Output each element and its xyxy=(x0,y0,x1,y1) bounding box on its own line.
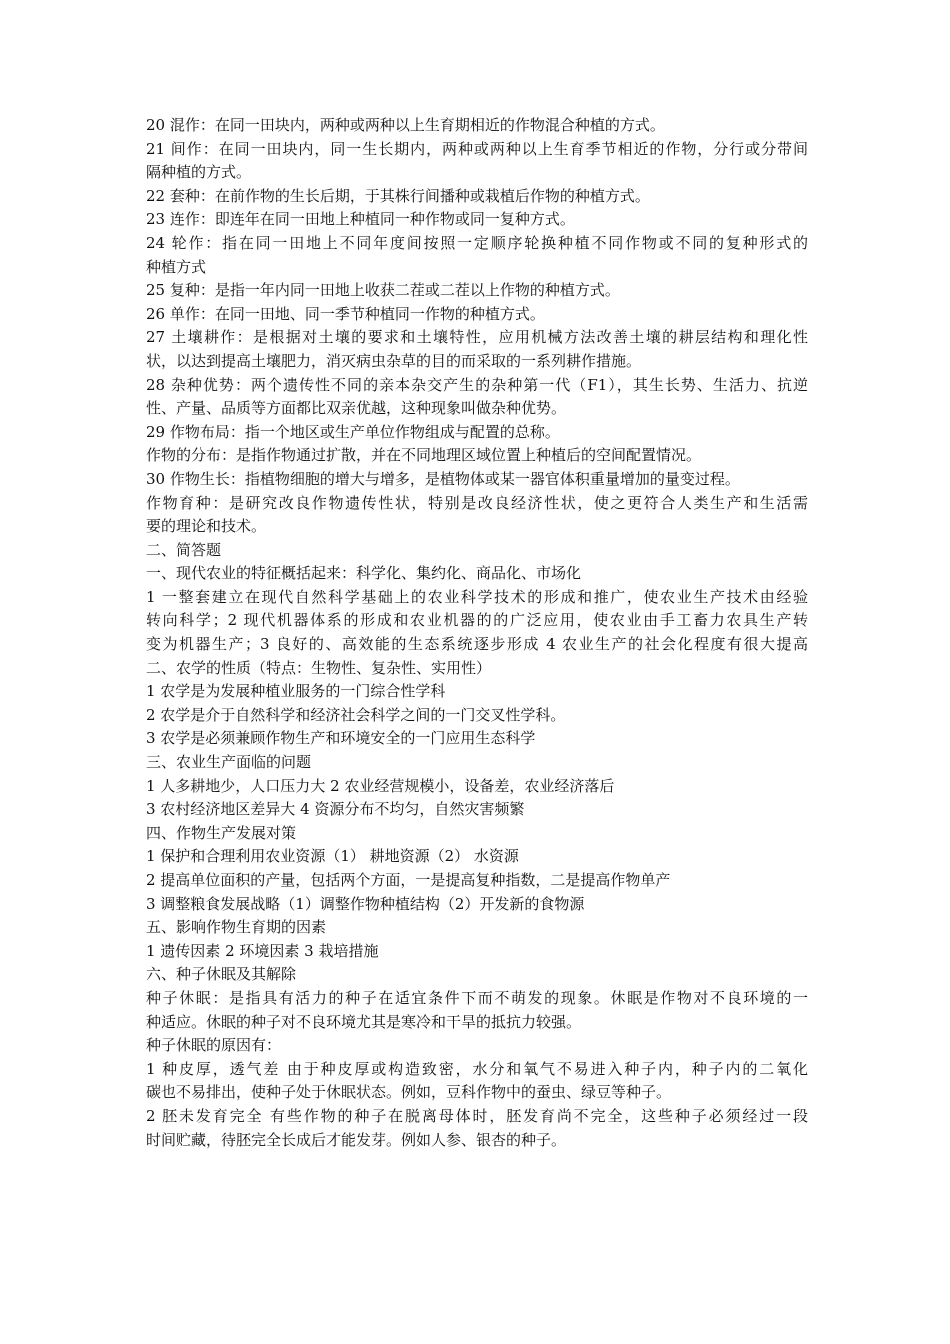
subsection-heading: 四、作物生产发展对策 xyxy=(146,823,297,842)
text-line: 作物的分布：是指作物通过扩散，并在不同地理区域位置上种植后的空间配置情况。 xyxy=(146,446,702,465)
subsection-heading: 三、农业生产面临的问题 xyxy=(146,753,312,772)
text-line: 28 杂种优势：两个遗传性不同的亲本杂交产生的杂种第一代（F1），其生长势、生活力、抗逆 xyxy=(146,375,808,394)
text-line: 20 混作：在同一田块内，两种或两种以上生育期相近的作物混合种植的方式。 xyxy=(146,116,665,134)
text-line: 3 农学是必须兼顾作物生产和环境安全的一门应用生态科学 xyxy=(146,729,536,748)
text-line: 1 遗传因素 2 环境因素 3 栽培措施 xyxy=(146,941,379,960)
section-heading: 二、简答题 xyxy=(146,540,222,559)
text-line: 转向科学；2 现代机器体系的形成和农业机器的的广泛应用，使农业由手工畜力农具生产转 xyxy=(146,611,808,630)
text-line: 3 调整粮食发展战略（1）调整作物种植结构（2）开发新的食物源 xyxy=(146,894,585,913)
text-line: 26 单作：在同一田地、同一季节种植同一作物的种植方式。 xyxy=(146,304,545,323)
text-line: 1 农学是为发展种植业服务的一门综合性学科 xyxy=(146,682,446,701)
text-line: 种子休眠：是指具有活力的种子在适宜条件下而不萌发的现象。休眠是作物对不良环境的一 xyxy=(146,988,808,1007)
text-line: 碳也不易排出，使种子处于休眠状态。例如，豆科作物中的蚕虫、绿豆等种子。 xyxy=(146,1083,672,1102)
text-line: 2 农学是介于自然科学和经济社会科学之间的一门交叉性学科。 xyxy=(146,705,566,724)
text-line: 要的理论和技术。 xyxy=(146,517,267,536)
text-line: 30 作物生长：指植物细胞的增大与增多，是植物体或某一器官体积重量增加的量变过程。 xyxy=(146,469,740,488)
text-line: 1 人多耕地少，人口压力大 2 农业经营规模小，设备差，农业经济落后 xyxy=(146,776,615,795)
text-line: 21 间作：在同一田块内，同一生长期内，两种或两种以上生育季节相近的作物，分行或分带间 xyxy=(146,139,808,158)
text-line: 1 一整套建立在现代自然科学基础上的农业科学技术的形成和推广，使农业生产技术由经验 xyxy=(146,587,808,606)
subsection-heading: 五、影响作物生育期的因素 xyxy=(146,918,327,937)
text-line: 隔种植的方式。 xyxy=(146,163,252,182)
text-line: 2 胚未发育完全 有些作物的种子在脱离母体时，胚发育尚不完全，这些种子必须经过一段 xyxy=(146,1106,808,1125)
subsection-heading: 二、农学的性质（特点：生物性、复杂性、实用性） xyxy=(146,658,492,677)
text-line: 1 保护和合理利用农业资源（1） 耕地资源（2） 水资源 xyxy=(146,847,519,866)
text-line: 种植方式 xyxy=(146,257,207,276)
text-line: 22 套种：在前作物的生长后期，于其株行间播种或栽植后作物的种植方式。 xyxy=(146,186,650,205)
text-line: 1 种皮厚，透气差 由于种皮厚或构造致密，水分和氧气不易进入种子内，种子内的二氧化 xyxy=(146,1059,808,1078)
subsection-heading: 六、种子休眠及其解除 xyxy=(146,965,297,984)
text-line: 性、产量、品质等方面都比双亲优越，这种现象叫做杂种优势。 xyxy=(146,399,567,418)
text-line: 27 土壤耕作：是根据对土壤的要求和土壤特性，应用机械方法改善土壤的耕层结构和理化性 xyxy=(146,328,808,347)
text-line: 29 作物布局：指一个地区或生产单位作物组成与配置的总称。 xyxy=(146,422,560,441)
text-line: 作物育种：是研究改良作物遗传性状，特别是改良经济性状，使之更符合人类生产和生活需 xyxy=(146,493,808,512)
text-line: 变为机器生产；3 良好的、高效能的生态系统逐步形成 4 农业生产的社会化程度有很大提高 xyxy=(146,635,808,654)
text-line: 23 连作：即连年在同一田地上种植同一种作物或同一复种方式。 xyxy=(146,210,575,229)
text-line: 时间贮藏，待胚完全长成后才能发芽。例如人参、银杏的种子。 xyxy=(146,1130,567,1149)
text-line: 24 轮作：指在同一田地上不同年度间按照一定顺序轮换种植不同作物或不同的复种形式的 xyxy=(146,233,808,252)
document-body xyxy=(146,114,808,1152)
text-line: 种子休眠的原因有： xyxy=(146,1036,282,1055)
subsection-heading: 一、现代农业的特征概括起来：科学化、集约化、商品化、市场化 xyxy=(146,564,582,583)
text-line: 3 农村经济地区差异大 4 资源分布不均匀，自然灾害频繁 xyxy=(146,800,525,819)
text-line: 种适应。休眠的种子对不良环境尤其是寒冷和干旱的抵抗力较强。 xyxy=(146,1012,582,1031)
text-line: 25 复种：是指一年内同一田地上收获二茬或二茬以上作物的种植方式。 xyxy=(146,281,620,300)
text-line: 2 提高单位面积的产量，包括两个方面，一是提高复种指数，二是提高作物单产 xyxy=(146,871,671,889)
text-line: 状，以达到提高土壤肥力，消灭病虫杂草的目的而采取的一系列耕作措施。 xyxy=(146,351,642,370)
